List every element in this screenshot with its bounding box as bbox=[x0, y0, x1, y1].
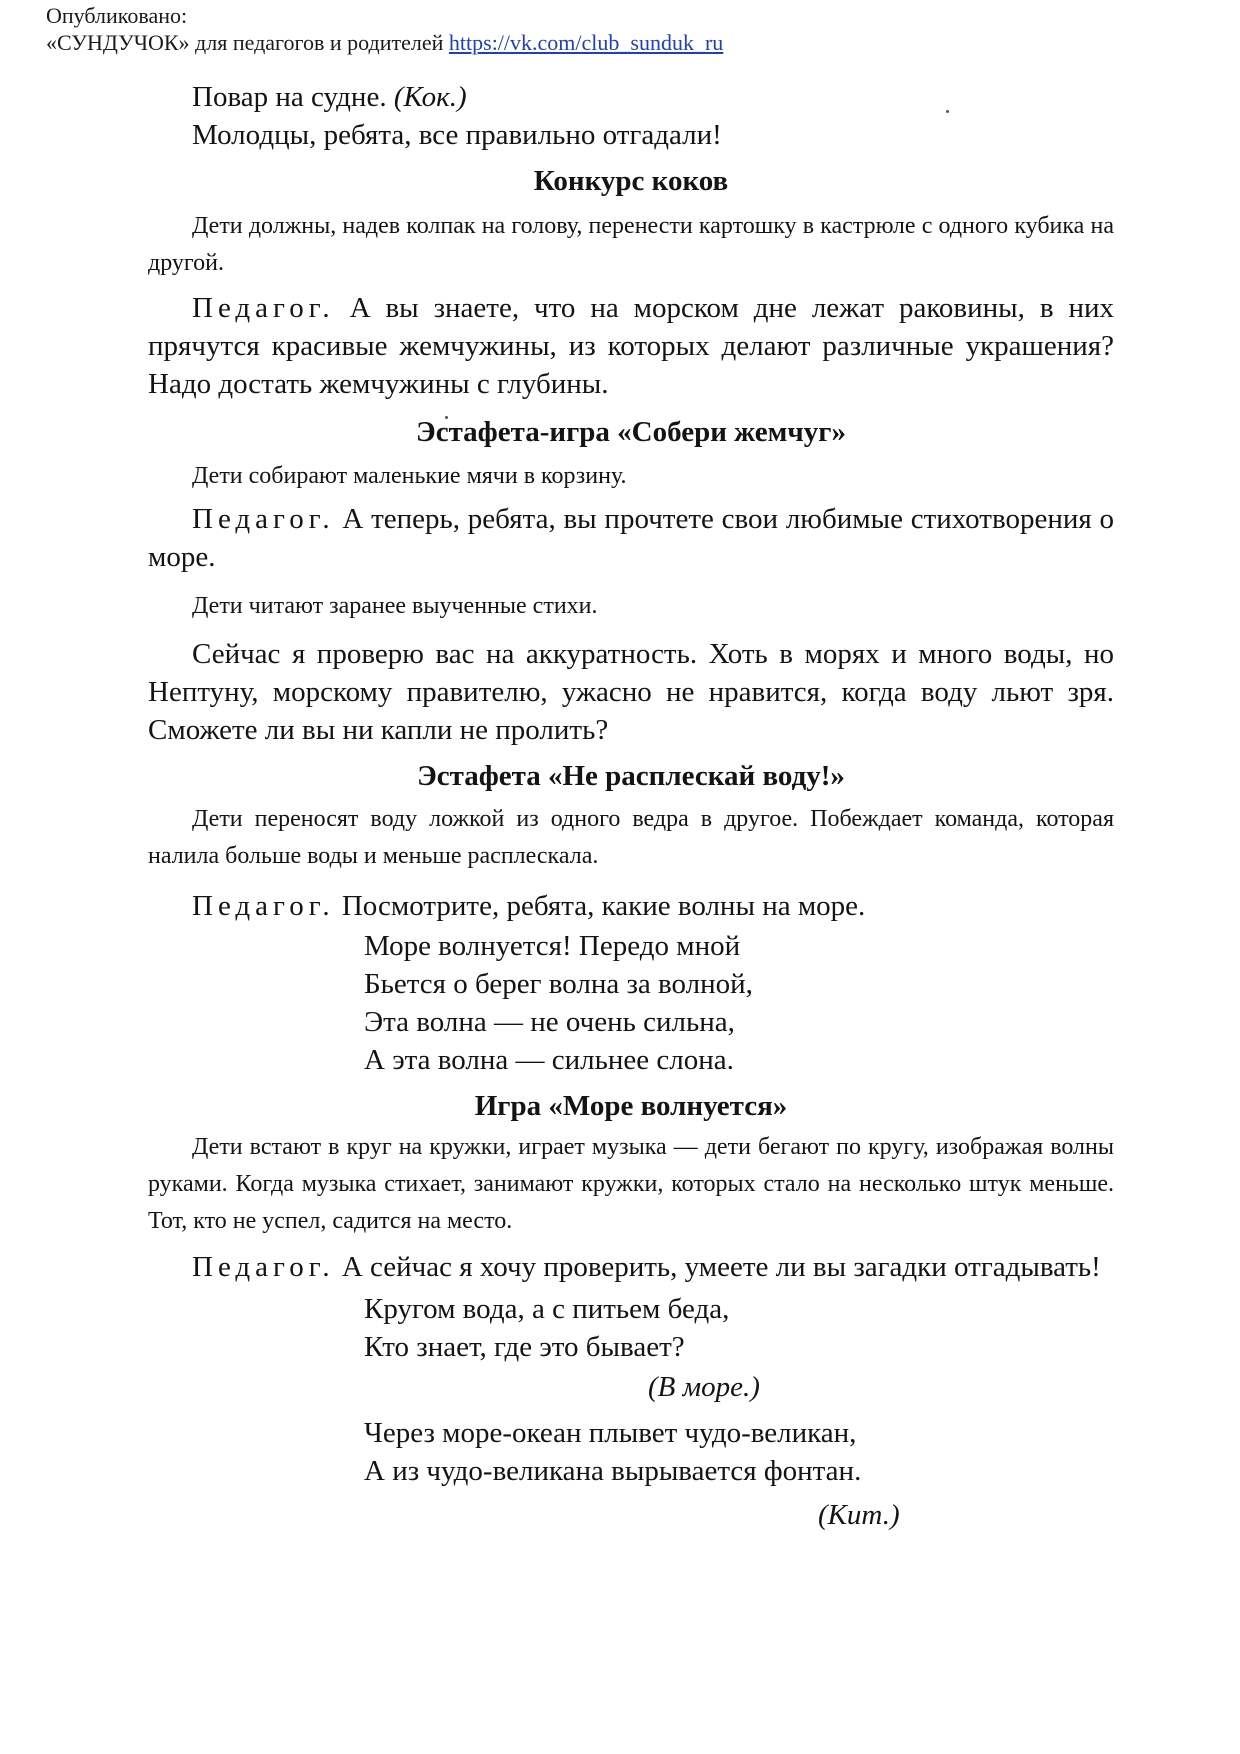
source-line bbox=[46, 29, 723, 56]
speaker-label: Педагог. bbox=[192, 503, 335, 535]
section-heading: Конкурс коков bbox=[533, 165, 729, 197]
riddle bbox=[364, 1290, 1114, 1366]
source-name: «СУНДУЧОК» для педагогов и родителей bbox=[46, 30, 444, 55]
section-heading: Эстафета «Не расплескай воду!» bbox=[417, 760, 845, 792]
source-link[interactable]: https://vk.com/club_sunduk_ru bbox=[448, 30, 724, 55]
published-label: Опубликовано: bbox=[46, 3, 188, 28]
riddle bbox=[364, 1414, 1114, 1490]
publication-header bbox=[46, 2, 723, 56]
teacher-speech: Педагог. А вы знаете, что на морском дне лежат раковины, в них прячутся красивые жемчужины, из которых делают различные украшения? Надо достать жемчужины с глубины. bbox=[148, 292, 1115, 400]
riddle-line: Через море-океан плывет чудо-великан, bbox=[364, 1417, 857, 1449]
activity-description: Дети должны, надев колпак на голову, перенести картошку в кастрюле с одного кубика на другой. bbox=[148, 213, 1114, 276]
riddle-answer: (В море.) bbox=[648, 1371, 760, 1403]
activity-description: Дети читают заранее выученные стихи. bbox=[192, 593, 598, 619]
speaker-label: Педагог. bbox=[192, 1251, 335, 1283]
activity-description: Дети встают в круг на кружки, играет музыка — дети бегают по кругу, изображая волны руками. Когда музыка стихает, занимают кружки, которых стало на несколько штук меньше. Тот, кто не успел, садится на место. bbox=[148, 1134, 1114, 1234]
praise-line: Молодцы, ребята, все правильно отгадали! bbox=[192, 119, 722, 151]
activity-description: Дети переносят воду ложкой из одного ведра в другое. Побеждает команда, которая налила больше воды и меньше расплескала. bbox=[148, 806, 1114, 869]
speaker-label: Педагог. bbox=[192, 890, 335, 922]
teacher-speech: Педагог. А теперь, ребята, вы прочтете свои любимые стихотворения о море. bbox=[148, 503, 1114, 573]
poem-line: Бьется о берег волна за волной, bbox=[364, 968, 753, 1000]
document-page bbox=[148, 78, 1114, 1534]
narration-paragraph: Сейчас я проверю вас на аккуратность. Хоть в морях и много воды, но Нептуну, морскому правителю, ужасно не нравится, когда воду льют зря. Сможете ли вы ни капли не пролить? bbox=[148, 638, 1114, 746]
riddle-line: А из чудо-великана вырывается фонтан. bbox=[364, 1455, 862, 1487]
riddle-line: Кругом вода, а с питьем беда, bbox=[364, 1293, 730, 1325]
riddle-answer: (Кок.) bbox=[393, 81, 467, 113]
section-heading: Эстафета-игра «Собери жемчуг» bbox=[416, 416, 846, 448]
speaker-label: Педагог. bbox=[192, 292, 335, 324]
teacher-speech: Педагог. А сейчас я хочу проверить, умеете ли вы загадки отгадывать! bbox=[192, 1251, 1101, 1283]
riddle-answer: (Кит.) bbox=[818, 1499, 900, 1531]
section-heading: Игра «Море волнуется» bbox=[474, 1090, 788, 1122]
poem-line: Эта волна — не очень сильна, bbox=[364, 1006, 735, 1038]
riddle-line: Кто знает, где это бывает? bbox=[364, 1331, 685, 1363]
teacher-speech: Педагог. Посмотрите, ребята, какие волны на море. bbox=[192, 890, 866, 922]
poem-line: А эта волна — сильнее слона. bbox=[364, 1044, 734, 1076]
activity-description: Дети собирают маленькие мячи в корзину. bbox=[192, 463, 627, 489]
poem-line: Море волнуется! Передо мной bbox=[364, 930, 741, 962]
poem bbox=[364, 927, 1114, 1079]
riddle-line: Повар на судне. (Кок.) bbox=[192, 81, 467, 113]
